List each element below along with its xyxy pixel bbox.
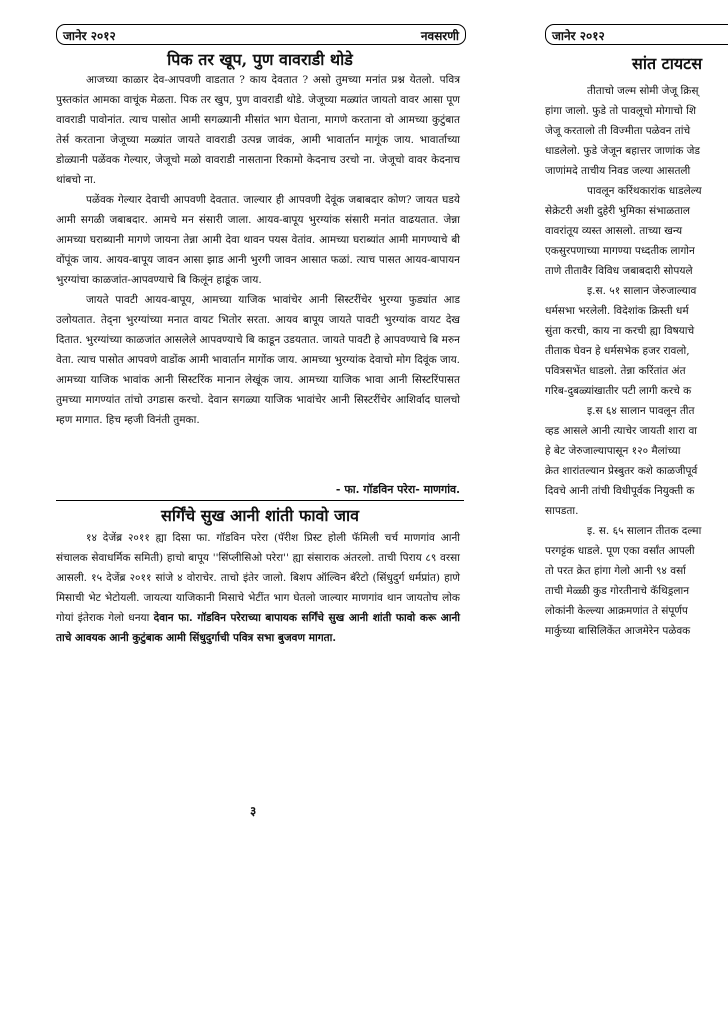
text-line: पवित्रसभेंत धाडलो. तेन्ना करिंतांत अंत bbox=[545, 365, 686, 377]
obituary-body bbox=[56, 528, 460, 648]
article-title: पिक तर खूप, पुण वावराडी थोडे bbox=[167, 50, 353, 69]
article-title: सांत टायटस bbox=[632, 54, 703, 73]
text-line: हे बेट जेरुजाल्यापासून १२० मैलांच्या bbox=[545, 445, 681, 457]
text-line: धर्मसभा भरलेली. विदेशांक क्रिस्ती धर्म bbox=[545, 305, 689, 317]
text-line: जाणांमदे ताचीय निवड जल्या आसतली bbox=[545, 165, 691, 177]
paragraph bbox=[56, 528, 460, 648]
divider bbox=[56, 500, 464, 501]
text-line: दिवचे आनी तांची विधीपूर्वक नियुक्ती क bbox=[545, 485, 695, 497]
obituary-text: १४ देजेंब्र २०११ ह्या दिसा फा. गॉडविन परेरा (पॅरीश प्रिस्ट होली फॅमिली चर्च माणगांव आनी संचालक सेवाधर्मिक समिती) हाचो बापूय ''सिंप्लीसिओ परेरा'' ह्या संसाराक अंतरलो. ताची पिराय ८९ वरसा आसली. १५ देजेंब्र २०११ सांजे ४ वोराचेर. ताचो इंतेर जालो. बिशप ऑल्विन बॅरेटो (सिंधुदुर्ग धर्मप्रांत) हाणे मिसाची भेट भेटोयली. जायत्या याजिकानी मिसाचे भेटींत भाग घेतलो जाल्यार माणगांव थान जायतोच लोक गोयां इंतेराक गेलो धनया bbox=[56, 532, 460, 624]
paragraph: आजच्या काळार देव-आपवणी वाडतात ? काय देवतात ? असो तुमच्या मनांत प्रश्न येतलो. पवित्र पुस्तकांत आमका वाचूंक मेळता. पिक तर खुप, पुण वावराडी थोडे. जेजूच्या मळ्यांत जायतो वावर आसा पूण वावराडी पावोनांत. त्याच पासोत आमी सगळ्यानी मीसांत भाग घेताना, मागणे करताना वो आमच्या कुटुंबात तेर्स करताना जेजूच्या मळ्यांत जायते वावराडी उत्पन्न जावंक, आमी भावार्तान मागूंक जाय. भावार्ताच्या डोळ्यानी पळेंवक गेल्यार, जेजूचो मळो वावराडी नासताना रिकामो केदनाच उरचो ना. जेजूचो वावर केदनाच थांबचो ना. bbox=[56, 74, 460, 186]
text-line: गरिब-दुबळ्यांखातीर पटी लागी करचे क bbox=[545, 385, 692, 397]
text-line: तीताचो जल्म सोमी जेजू क्रिस् bbox=[587, 85, 699, 97]
text-line: सेक्रेटरी अशी दुहेरी भुमिका संभाळताल bbox=[545, 205, 691, 217]
text-line: लोकांनी केल्ल्या आक्रमणांत ते संपूर्णप bbox=[545, 605, 688, 617]
text-line: वावरांतूय व्यस्त आसलो. ताच्या खन्य bbox=[545, 225, 683, 237]
text-line: इ. स. ६५ सालान तीतक दल्मा bbox=[587, 525, 702, 537]
header-date: जानेर २०१२ bbox=[63, 29, 116, 43]
paragraph: पळेंवक गेल्यार देवाची आपवणी देवतात. जाल्यार ही आपवणी देवूंक जबाबदार कोण? जायत घडये आमी सगळी जबाबदार. आमचे मन संसारी जाला. आयव-बापूय भुरग्यांक संसारी मनांत वाढयतात. जेन्ना आमच्या घराब्यानी मागणे जायना तेन्ना आमी देवा थावन पयस वेतांव. आमच्या घराब्यांत आमी मागण्याचे बी वोंपूंक जाय. आयव-बापूय जावन आसा झाड आनी भुरगी जावन आसात फळां. त्याच पासत आयव-बापायन भुरग्यांचा काळजांत-आपवण्याचे बि किलूंन हाडूंक जाय. bbox=[56, 194, 460, 286]
text-line: पावलून करिंथकारांक धाडलेल्य bbox=[587, 185, 702, 197]
page-header bbox=[545, 24, 728, 45]
text-line: सुंता करची, काय ना करची ह्या विषयाचे bbox=[545, 325, 695, 337]
text-line: मार्कुच्या बासिलिकेंत आजमेरेन पळेवक bbox=[545, 625, 691, 637]
article-signature: - फा. गॉडविन परेरा- माणगांव. bbox=[335, 483, 460, 496]
page-header bbox=[56, 24, 466, 45]
text-line: धाडलेलो. फुडे जेजून बहात्तर जाणांक जेड bbox=[545, 145, 701, 157]
right-page bbox=[532, 0, 728, 1031]
text-line: इ.स. ५१ सालान जेरुजाल्याव bbox=[587, 285, 697, 297]
text-line: तीताक घेवन हे धर्मसभेक हजर रावलो, bbox=[545, 345, 690, 357]
text-line: परगट्टंक धाडले. पूण एका वर्सांत आपली bbox=[545, 545, 695, 557]
obituary-prayer: देवान फा. गॉडविन परेराच्या बापायक सर्गिंचे सुख आनी शांती फावो करू आनी ताचे आवयक आनी कुटुंबाक आमी सिंधुदुर्गाची पवित्र सभा बुजवण मागता. bbox=[56, 612, 460, 644]
text-line: हांगा जालो. फुडे तो पावलूचो मोगाचो शि bbox=[545, 105, 696, 117]
paragraph: जायते पावटी आयव-बापूय, आमच्या याजिक भावांचेर आनी सिस्टरींचेर भुरग्या फुड्यांत आड उलोयतात. तेद्ना भुरग्यांच्या मनात वायट भितोर सरता. आयव बापूय जायते पावटी भुरग्यांक वायट देख दितात. भुरग्यांच्या काळजांत आसलेले आपवण्याचे बि काडून उडयतात. जायते पावटी हे आपवण्याचे बि मरुन वेता. त्याच पासोत आपवणे वाडोंक आमी भावार्तान मागोंक जाय. आमच्या भुरग्यांक देवाचो मोग दिवूंक जाय. आमच्या याजिक भावांक आनी सिस्टरिंक मानान लेखूंक जाय. आमच्या याजिक भावा आनी सिस्टरिंपासत तुमच्या मागण्यांत तांचो उगडास करचो. देवान सगळ्या याजिक भावांचेर आनी सिस्टरींचेर आशिर्वाद घालचो म्हण मागात. हिच म्हजी विनंती तुमका. bbox=[56, 294, 460, 426]
text-line: तो परत क्रेत हांगा गेलो आनी ९४ वर्सा bbox=[545, 565, 686, 577]
text-line: ताची मेळ्ळी कुड गोरतीनाचे कॅथिड्रलान bbox=[545, 585, 690, 597]
text-line: इ.स ६४ सालान पावलून तीत bbox=[587, 405, 695, 417]
header-publication: नवसरणी bbox=[420, 29, 459, 43]
text-line: क्रेत शारांतल्यान प्रेस्बुतर कशे काळजीपूर्व bbox=[545, 465, 698, 477]
text-line: व्हड आसले आनी त्याचेर जायती शारा वा bbox=[545, 425, 698, 437]
text-line: जेजू करतालो ती विज्मीता पळेवन तांचे bbox=[545, 125, 691, 137]
article-title: सर्गिंचे सुख आनी शांती फावो जाव bbox=[161, 506, 359, 525]
header-date: जानेर २०१२ bbox=[552, 29, 605, 43]
article-body bbox=[56, 70, 460, 430]
text-line: एकसुरपणाच्या मागण्या पध्दतीक लागोन bbox=[545, 245, 695, 257]
text-line: ताणे तीतावैर विविध जबाबदारी सोपयले bbox=[545, 265, 693, 277]
page-number: ३ bbox=[250, 804, 257, 818]
text-line: सापडता. bbox=[545, 505, 579, 517]
